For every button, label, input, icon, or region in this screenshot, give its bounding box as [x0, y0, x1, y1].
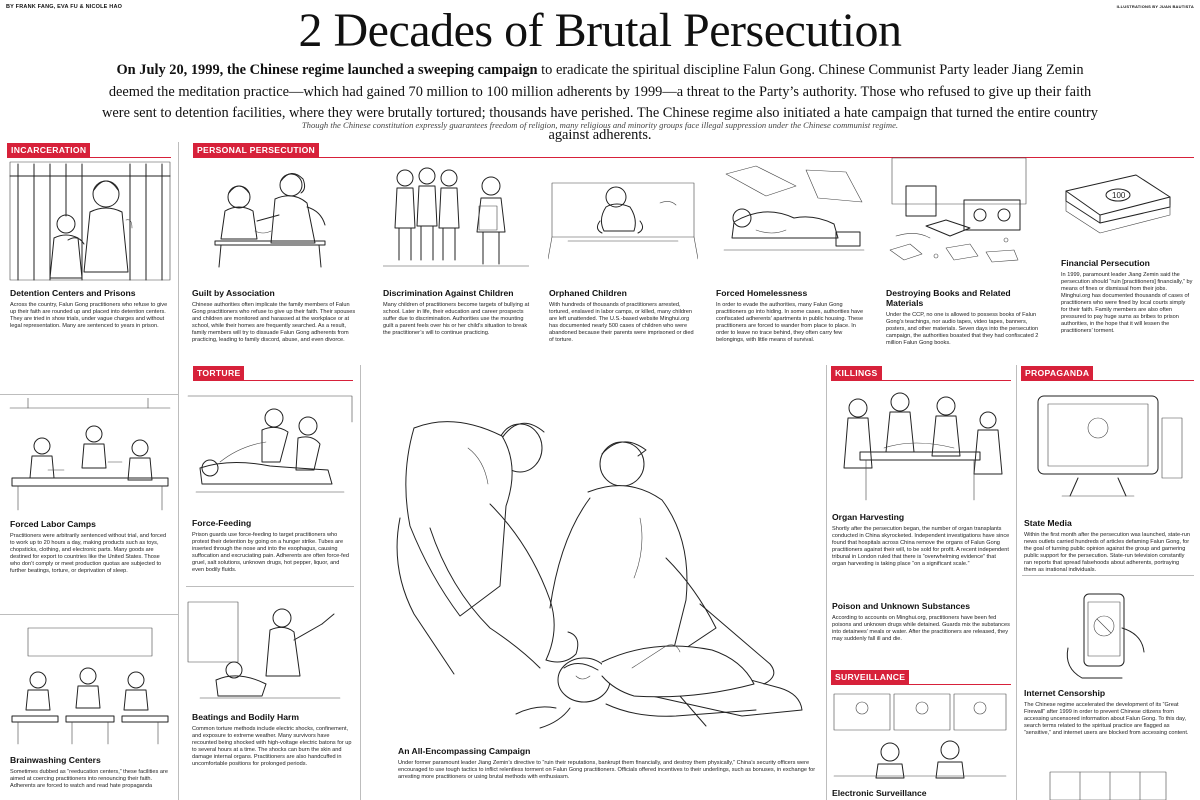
- divider: [178, 142, 179, 800]
- phone-censorship-illustration: [1048, 588, 1168, 684]
- entry-organ-harvesting: [832, 512, 1010, 568]
- entry-text: Many children of practitioners become targets of bullying at school. Later in life, their education and career prospects suffer due to discrimination. Authorities use the mounting guilt a parent feels over his or her child’s situation to break the practitioner’s will to continue practicing.: [383, 302, 530, 336]
- entry-title: Electronic Surveillance: [832, 788, 927, 798]
- entry-title: State Media: [1024, 518, 1072, 528]
- entry-text: Shortly after the persecution began, the number of organ transplants conducted in China skyrocketed. Independent investigations have since found that hospitals across China remove the organs of Falun Gong practitioners against their will, to be sold for profit. A recent independent tribunal in London ruled that there is “overwhelming evidence” that organ harvesting is taking place “on a significant scale.”: [832, 526, 1010, 567]
- byline: BY FRANK FANG, EVA FU & NICOLE HAO: [6, 4, 123, 10]
- entry-text: Under the CCP, no one is allowed to possess books of Falun Gong’s teachings, nor audio tapes, video tapes, banners, posters, and other materials. Seven days into the persecution campaign, the authorities boasted that they had confiscated 2 million Falun Gong books.: [886, 312, 1039, 346]
- family-argument-illustration: [195, 163, 363, 273]
- entry-text: The Chinese regime accelerated the development of its “Great Firewall” after 1999 in order to prevent Chinese citizens from accessing uncensored information about Falun Gong. To this day, search terms related to the spiritual practice are flagged as “sensitive,” and internet users are blocked from accessing content.: [1024, 702, 1189, 736]
- television-illustration: [1022, 388, 1192, 506]
- entry-force-feeding: [192, 518, 352, 574]
- entry-detention-centers: [10, 288, 168, 330]
- entry-forced-labor: [10, 519, 168, 575]
- svg-text:100: 100: [1112, 191, 1126, 200]
- tag-underline: [193, 380, 353, 381]
- entry-title: Beatings and Bodily Harm: [192, 712, 299, 722]
- entry-text: Common torture methods include electric shocks, confinement, and exposure to extreme weather. Many survivors have recounted being shocked with high-voltage electric batons for up to several hours at a time. The shocks can burn the skin and damage internal organs. Practitioners are also handcuffed in uncomfortable positions for prolonged periods.: [192, 726, 352, 767]
- entry-discrimination: [383, 288, 533, 337]
- entry-title: Force-Feeding: [192, 518, 252, 528]
- entry-title: Forced Homelessness: [716, 288, 808, 298]
- entry-text: According to accounts on Minghui.org, practitioners have been fed poisons and unknown drugs while detained. Guards mix the substances into detainees’ meals or water. After the practitioners are released, they may suddenly fall ill and die.: [832, 615, 1010, 642]
- entry-title: Detention Centers and Prisons: [10, 288, 136, 298]
- intro-lead: On July 20, 1999, the Chinese regime launched a sweeping campaign: [116, 62, 538, 78]
- crying-child-illustration: [548, 163, 698, 263]
- divider: [1016, 365, 1017, 800]
- entry-text: In order to evade the authorities, many Falun Gong practitioners go into hiding. In some cases, authorities have confiscated adherents’ apartments in public housing. These practitioners are forced to wander from place to place. In order to leave no trace behind, they often carry few belongings, with little means of survival.: [716, 302, 864, 343]
- entry-financial-persecution: [1061, 258, 1193, 335]
- divider: [0, 394, 178, 395]
- entry-title: Internet Censorship: [1024, 688, 1106, 698]
- subnote: Though the Chinese constitution expressly guarantees freedom of religion, many religious and minority groups face illegal suppression under the Chinese communist regime.: [301, 120, 899, 130]
- entry-title: Discrimination Against Children: [383, 288, 514, 298]
- bullied-child-illustration: [383, 160, 529, 272]
- prison-bars-illustration: [8, 160, 172, 282]
- factory-workers-illustration: [8, 398, 172, 514]
- entry-title: Destroying Books and Related Materials: [886, 288, 1011, 308]
- illustration-credit: ILLUSTRATIONS BY JUAN BAUTISTA: [1116, 4, 1194, 9]
- tag-torture: TORTURE: [193, 366, 244, 380]
- entry-orphaned: [549, 288, 699, 344]
- entry-all-encompassing-campaign: [398, 746, 816, 781]
- tag-underline: [831, 380, 1011, 381]
- entry-text: With hundreds of thousands of practitioners arrested, tortured, enslaved in labor camps, or killed, many children are left unattended. The U.S.-based website Minghui.org has documented nearly 500 cases of children who were abandoned because their parents were imprisoned or died of torture.: [549, 302, 694, 343]
- divider: [1022, 575, 1194, 576]
- entry-title: Financial Persecution: [1061, 258, 1150, 268]
- divider: [826, 365, 827, 800]
- tag-killings: KILLINGS: [831, 366, 882, 380]
- entry-title: An All-Encompassing Campaign: [398, 746, 531, 756]
- entry-poison: [832, 601, 1010, 643]
- entry-text: Under former paramount leader Jiang Zemin’s directive to “ruin their reputations, bankrupt them financially, and destroy them physically,” China’s security officers were encouraged to use tough tactics to inflict relentless torment on Falun Gong practitioners. Officials offered incentives to their underlings, such as bonuses, in exchange for arresting more practitioners or using brutal methods with enthusiasm.: [398, 760, 816, 780]
- entry-text: Prison guards use force-feeding to target practitioners who protest their detention by going on a hunger strike. Tubes are inserted through the nose and into the esophagus, causing suffocation and excruciating pain. Adherents are often force-fed gruel, salt solutions, unknown drugs, hot pepper, liquor, and even bodily fluids.: [192, 532, 349, 573]
- tag-incarceration: INCARCERATION: [7, 143, 90, 157]
- entry-electronic-surveillance: [832, 788, 1010, 800]
- tag-underline: [831, 684, 1011, 685]
- surgery-illustration: [830, 388, 1010, 506]
- sleeping-homeless-illustration: [716, 160, 870, 268]
- entry-forced-homelessness: [716, 288, 868, 344]
- entry-title: Brainwashing Centers: [10, 755, 101, 765]
- divider: [0, 614, 178, 615]
- intro-body: to eradicate the spiritual discipline Falun Gong. Chinese Communist Party leader Jiang Zemin deemed the meditation practice—which had gained 70 million to 100 million adherents by 1999—a threat to the Party’s authority. Those who refused to give up their faith were sent to detention facilities, where they were brutally tortured; thousands have perished. The Chinese regime also initiated a hate campaign that turned the entire country against adherents.: [102, 62, 1098, 143]
- entry-title: Organ Harvesting: [832, 512, 905, 522]
- money-stack-illustration: [1060, 167, 1174, 237]
- entry-title: Orphaned Children: [549, 288, 627, 298]
- intro-paragraph: [95, 60, 1105, 146]
- divider: [186, 586, 354, 587]
- tag-personal-persecution: PERSONAL PERSECUTION: [193, 143, 319, 157]
- entry-title: Guilt by Association: [192, 288, 275, 298]
- divider: [360, 365, 361, 800]
- entry-text: Chinese authorities often implicate the family members of Falun Gong practitioners who refuse to give up their faith. Their spouses and children are monitored and harassed at the workplace or at school, while their homes are frequently searched. As a result, family members will try to dissuade Falun Gong adherents from practicing, leading to family discord, abuse, and even divorce.: [192, 302, 356, 343]
- headline: 2 Decades of Brutal Persecution: [298, 4, 902, 57]
- entry-destroying-books: [886, 288, 1040, 347]
- entry-text: In 1999, paramount leader Jiang Zemin said the persecution should “ruin [practitioners] financially,” by means of fines or dismissal from their jobs. Minghui.org has documented thousands of cases of practitioners who were fined by local courts simply for their faith. Family members are also often pressured to pay huge sums as bribes to prison authorities, in the hope that it will lessen the practitioners’ torment.: [1061, 272, 1193, 334]
- tag-propaganda: PROPAGANDA: [1021, 366, 1093, 380]
- entry-state-media: [1024, 518, 1192, 574]
- entry-text: Across the country, Falun Gong practitioners who refuse to give up their faith are rounded up and placed into detention centers. They are tried in show trials, under vague charges and without legal representation. Many are sentenced to years in prison.: [10, 302, 168, 329]
- entry-title: Poison and Unknown Substances: [832, 601, 970, 611]
- entry-beatings: [192, 712, 352, 768]
- tag-underline: [193, 157, 1194, 158]
- tag-underline: [1021, 380, 1194, 381]
- entry-internet-censorship: [1024, 688, 1192, 737]
- surveillance-cameras-illustration: [830, 690, 1010, 780]
- entry-text: Practitioners were arbitrarily sentenced without trial, and forced to work up to 20 hours a day, making products such as toys, chopsticks, clothing, and electronic parts. Many goods are destined for export to countries like the United States. Those who don’t comply or meet production quotas are subjected to further beatings, torture, or deprivation of sleep.: [10, 533, 167, 574]
- entry-brainwashing: [10, 755, 168, 790]
- beating-illustration: [186, 600, 354, 706]
- tag-surveillance: SURVEILLANCE: [831, 670, 909, 684]
- main-restraint-illustration: [370, 408, 820, 744]
- force-feeding-illustration: [186, 392, 354, 510]
- entry-title: Forced Labor Camps: [10, 519, 96, 529]
- entry-text: Within the first month after the persecution was launched, state-run news outlets carried hundreds of articles defaming Falun Gong, for the goal of turning public opinion against the group and garnering public support for the persecution. State-run television constantly ran reports that spread falsehoods about adherents, portraying them as irrational individuals.: [1024, 532, 1191, 573]
- entry-guilt-by-association: [192, 288, 362, 344]
- burned-books-illustration: [886, 156, 1032, 270]
- tag-underline: [7, 157, 171, 158]
- entry-text: Sometimes dubbed as “reeducation centers,” these facilities are aimed at coercing practitioners into renouncing their faith. Adherents are forced to watch and read hate propaganda: [10, 769, 168, 789]
- people-illustration: [1040, 770, 1176, 800]
- classroom-illustration: [8, 620, 172, 748]
